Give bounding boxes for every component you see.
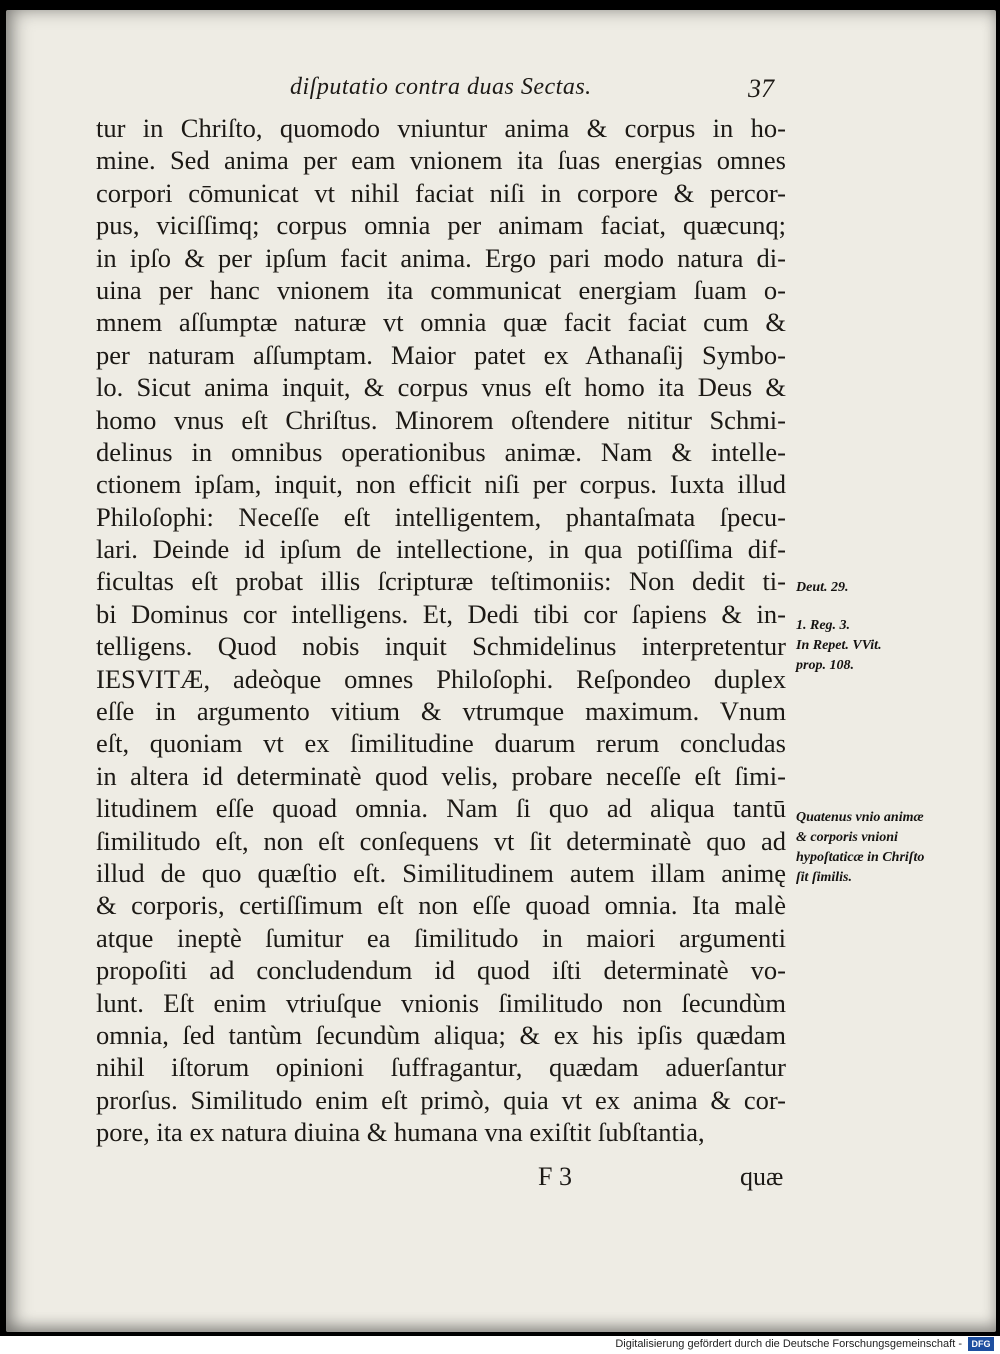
text-line: tur in Chriſto, quomodo vniuntur anima & corpus in ho- xyxy=(96,113,786,143)
funding-credit: Digitalisierung gefördert durch die Deutsche Forschungsgemeinschaft - xyxy=(615,1338,962,1350)
text-line: in altera id determinatè quod velis, probare neceſſe eſt ſimi- xyxy=(96,760,786,791)
marginal-note-reg: 1. Reg. 3. xyxy=(796,618,851,633)
text-line: uina per hanc vnionem ita communicat energiam ſuam o- xyxy=(96,274,786,305)
text-line: atque ineptè ſumitur ea ſimilitudo in maiori argumenti xyxy=(96,922,786,953)
text-line: nihil iſtorum opinioni ſuffragantur, quædam aduerſantur xyxy=(96,1052,786,1083)
text-line: Philoſophi: Neceſſe eſt intelligentem, phantaſmata ſpecu- xyxy=(96,501,786,532)
running-title: diſputatio contra duas Sectas. xyxy=(290,74,592,100)
text-line: & corporis, certiſſimum eſt non eſſe quoad omnia. Ita malè xyxy=(96,890,786,921)
text-line: IESVITÆ, adeòque omnes Philoſophi. Reſpondeo duplex xyxy=(96,663,786,694)
text-line: prorſus. Similitudo enim eſt primò, quia vt ex anima & cor- xyxy=(96,1084,786,1115)
text-line: corpori cōmunicat vt nihil faciat niſi in corpore & percor- xyxy=(96,177,786,208)
marginal-note-repet: In Repet. VVit. prop. 108. xyxy=(796,638,882,673)
text-line: lari. Deinde id ipſum de intellectione, in qua potiſſima dif- xyxy=(96,534,786,565)
text-line: homo vnus eſt Chriſtus. Minorem oſtendere nititur Schmi- xyxy=(96,404,786,435)
text-line: illud de quo quæſtio eſt. Similitudinem autem illam animę xyxy=(96,857,786,888)
text-line: pore, ita ex natura diuina & humana vna exiſtit ſubſtantia, xyxy=(96,1117,705,1148)
text-line: propoſiti ad concludendum id quod iſti determinatè vo- xyxy=(96,955,786,986)
text-line: per naturam aſſumptam. Maior patet ex Athanaſij Symbo- xyxy=(96,339,786,370)
marginal-note-deut: Deut. 29. xyxy=(796,580,849,595)
text-line: ficultas eſt probat illis ſcripturæ teſtimoniis: Non dedit ti- xyxy=(96,566,786,597)
text-line: delinus in omnibus operationibus animæ. Nam & intelle- xyxy=(96,436,786,467)
text-line: mine. Sed anima per eam vnionem ita ſuas energias omnes xyxy=(96,145,786,176)
catchword: quæ xyxy=(740,1162,784,1191)
marginal-note-quatenus: Quatenus vnio animæ & corporis vnioni hypoſtaticæ in Chriſto ſit ſimilis. xyxy=(796,810,925,885)
text-line: eſſe in argumento vitium & vtrumque maximum. Vnum xyxy=(96,696,786,727)
text-line: ſimilitudo eſt, non eſt conſequens vt ſit determinatè quo ad xyxy=(96,825,786,856)
text-line: bi Dominus cor intelligens. Et, Dedi tibi cor ſapiens & in- xyxy=(96,598,786,629)
text-line: telligens. Quod nobis inquit Schmidelinus interpretentur xyxy=(96,631,786,662)
text-line: mnem aſſumptæ naturæ vt omnia quæ facit faciat cum & xyxy=(96,307,786,338)
text-line: lo. Sicut anima inquit, & corpus vnus eſt homo ita Deus & xyxy=(96,372,786,403)
signature-mark: F 3 xyxy=(538,1162,572,1191)
text-line: litudinem eſſe quoad omnia. Nam ſi quo ad aliqua tantū xyxy=(96,793,786,824)
dfg-logo-icon: DFG xyxy=(968,1337,994,1351)
text-line: pus, viciſſimq; corpus omnia per animam faciat, quæcunq; xyxy=(96,210,786,241)
body-text xyxy=(96,112,786,1149)
text-line: in ipſo & per ipſum facit anima. Ergo pari modo natura di- xyxy=(96,242,786,273)
text-line: eſt, quoniam vt ex ſimilitudine duarum rerum concludas xyxy=(96,728,786,759)
text-line: lunt. Eſt enim vtriuſque vnionis ſimilitudo non ſecundùm xyxy=(96,987,786,1018)
text-line: omnia, ſed tantùm ſecundùm aliqua; & ex his ipſis quædam xyxy=(96,1019,786,1050)
page-number: 37 xyxy=(748,74,774,103)
text-line: ctionem ipſam, inquit, non efficit niſi per corpus. Iuxta illud xyxy=(96,469,786,500)
